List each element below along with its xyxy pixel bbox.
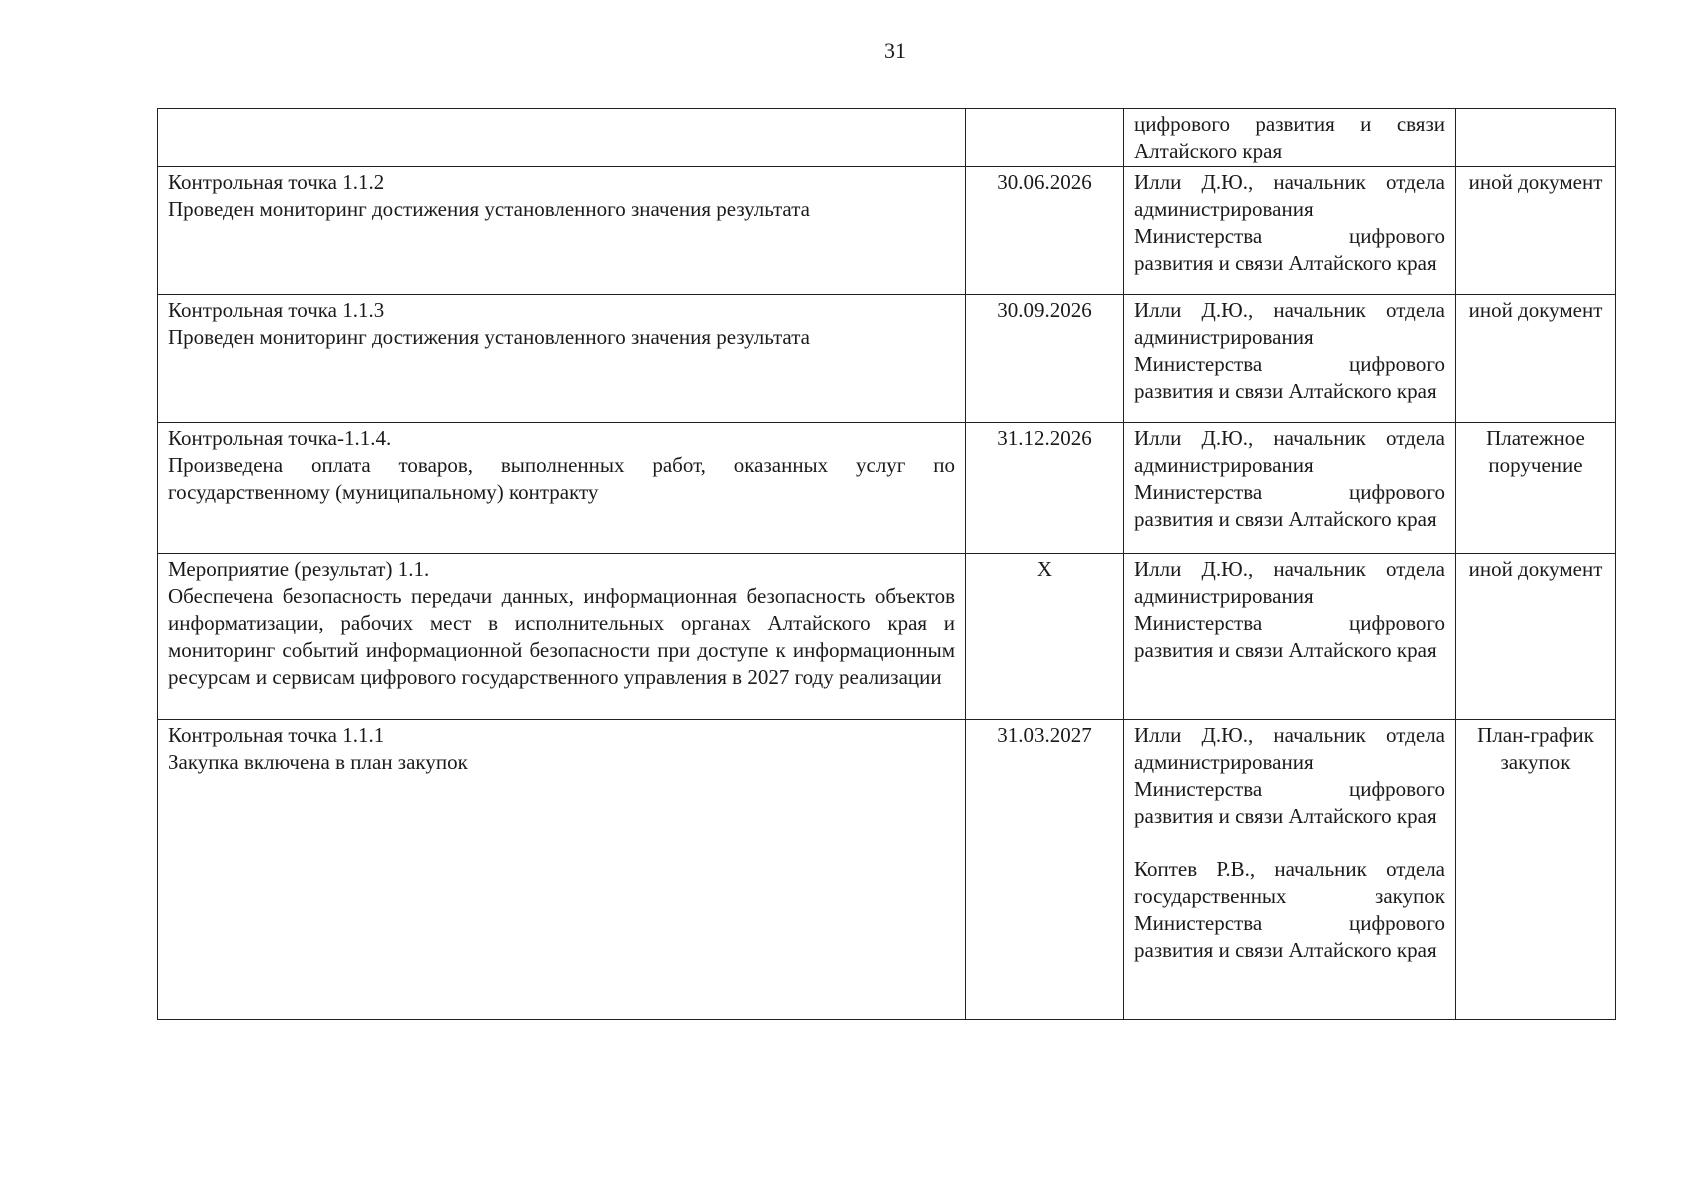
due-date-cell: 31.03.2027 — [966, 720, 1124, 1020]
control-point-description: Произведена оплата товаров, выполненных работ, оказанных услуг по государственному (муниципальному) контракту — [168, 453, 955, 504]
table-row — [158, 295, 1616, 423]
document-cell: иной документ — [1456, 554, 1616, 720]
event-name-cell — [158, 295, 966, 423]
event-name-cell — [158, 167, 966, 295]
control-point-title: Контрольная точка-1.1.4. — [168, 426, 392, 450]
responsible-cell — [1124, 554, 1456, 720]
spacer — [1134, 830, 1445, 856]
control-points-table — [157, 108, 1616, 1020]
page-number: 31 — [884, 38, 906, 63]
event-title: Мероприятие (результат) 1.1. — [168, 557, 430, 581]
event-name-cell — [158, 109, 966, 167]
due-date-cell — [966, 109, 1124, 167]
responsible-text: цифрового развития и связи Алтайского края — [1134, 112, 1445, 163]
responsible-cell — [1124, 109, 1456, 167]
document-cell: Платежное поручение — [1456, 423, 1616, 554]
table-row — [158, 109, 1616, 167]
control-point-description: Проведен мониторинг достижения установленного значения результата — [168, 325, 810, 349]
due-date-cell: 30.09.2026 — [966, 295, 1124, 423]
responsible-cell — [1124, 423, 1456, 554]
event-description: Обеспечена безопасность передачи данных, информационная безопасность объектов информатизации, рабочих мест в исполнительных органах Алтайского края и мониторинг событий информационной безопасности при доступе к информационным ресурсам и сервисам цифрового государственного управления в 2027 году реализации — [168, 584, 955, 689]
document-cell: иной документ — [1456, 167, 1616, 295]
control-point-title: Контрольная точка 1.1.2 — [168, 170, 385, 194]
due-date-cell: X — [966, 554, 1124, 720]
responsible-text: Илли Д.Ю., начальник отдела администрирования Министерства цифрового развития и связи Алтайского края — [1134, 170, 1445, 275]
table-row — [158, 554, 1616, 720]
document-cell: иной документ — [1456, 295, 1616, 423]
event-name-cell — [158, 720, 966, 1020]
event-name-cell — [158, 554, 966, 720]
table-row — [158, 423, 1616, 554]
responsible-cell — [1124, 720, 1456, 1020]
document-cell: План-график закупок — [1456, 720, 1616, 1020]
event-name-cell — [158, 423, 966, 554]
document-cell — [1456, 109, 1616, 167]
control-point-title: Контрольная точка 1.1.1 — [168, 723, 385, 747]
responsible-text: Илли Д.Ю., начальник отдела администрирования Министерства цифрового развития и связи Алтайского края — [1134, 298, 1445, 403]
table-row — [158, 167, 1616, 295]
responsible-text: Илли Д.Ю., начальник отдела администрирования Министерства цифрового развития и связи Алтайского края — [1134, 426, 1445, 531]
control-point-description: Закупка включена в план закупок — [168, 750, 468, 774]
responsible-text: Коптев Р.В., начальник отдела государственных закупок Министерства цифрового развития и связи Алтайского края — [1134, 857, 1445, 962]
due-date-cell: 30.06.2026 — [966, 167, 1124, 295]
responsible-text: Илли Д.Ю., начальник отдела администрирования Министерства цифрового развития и связи Алтайского края — [1134, 723, 1445, 828]
responsible-cell — [1124, 295, 1456, 423]
control-point-description: Проведен мониторинг достижения установленного значения результата — [168, 197, 810, 221]
table-row — [158, 720, 1616, 1020]
responsible-text: Илли Д.Ю., начальник отдела администрирования Министерства цифрового развития и связи Алтайского края — [1134, 557, 1445, 662]
responsible-cell — [1124, 167, 1456, 295]
control-point-title: Контрольная точка 1.1.3 — [168, 298, 385, 322]
due-date-cell: 31.12.2026 — [966, 423, 1124, 554]
